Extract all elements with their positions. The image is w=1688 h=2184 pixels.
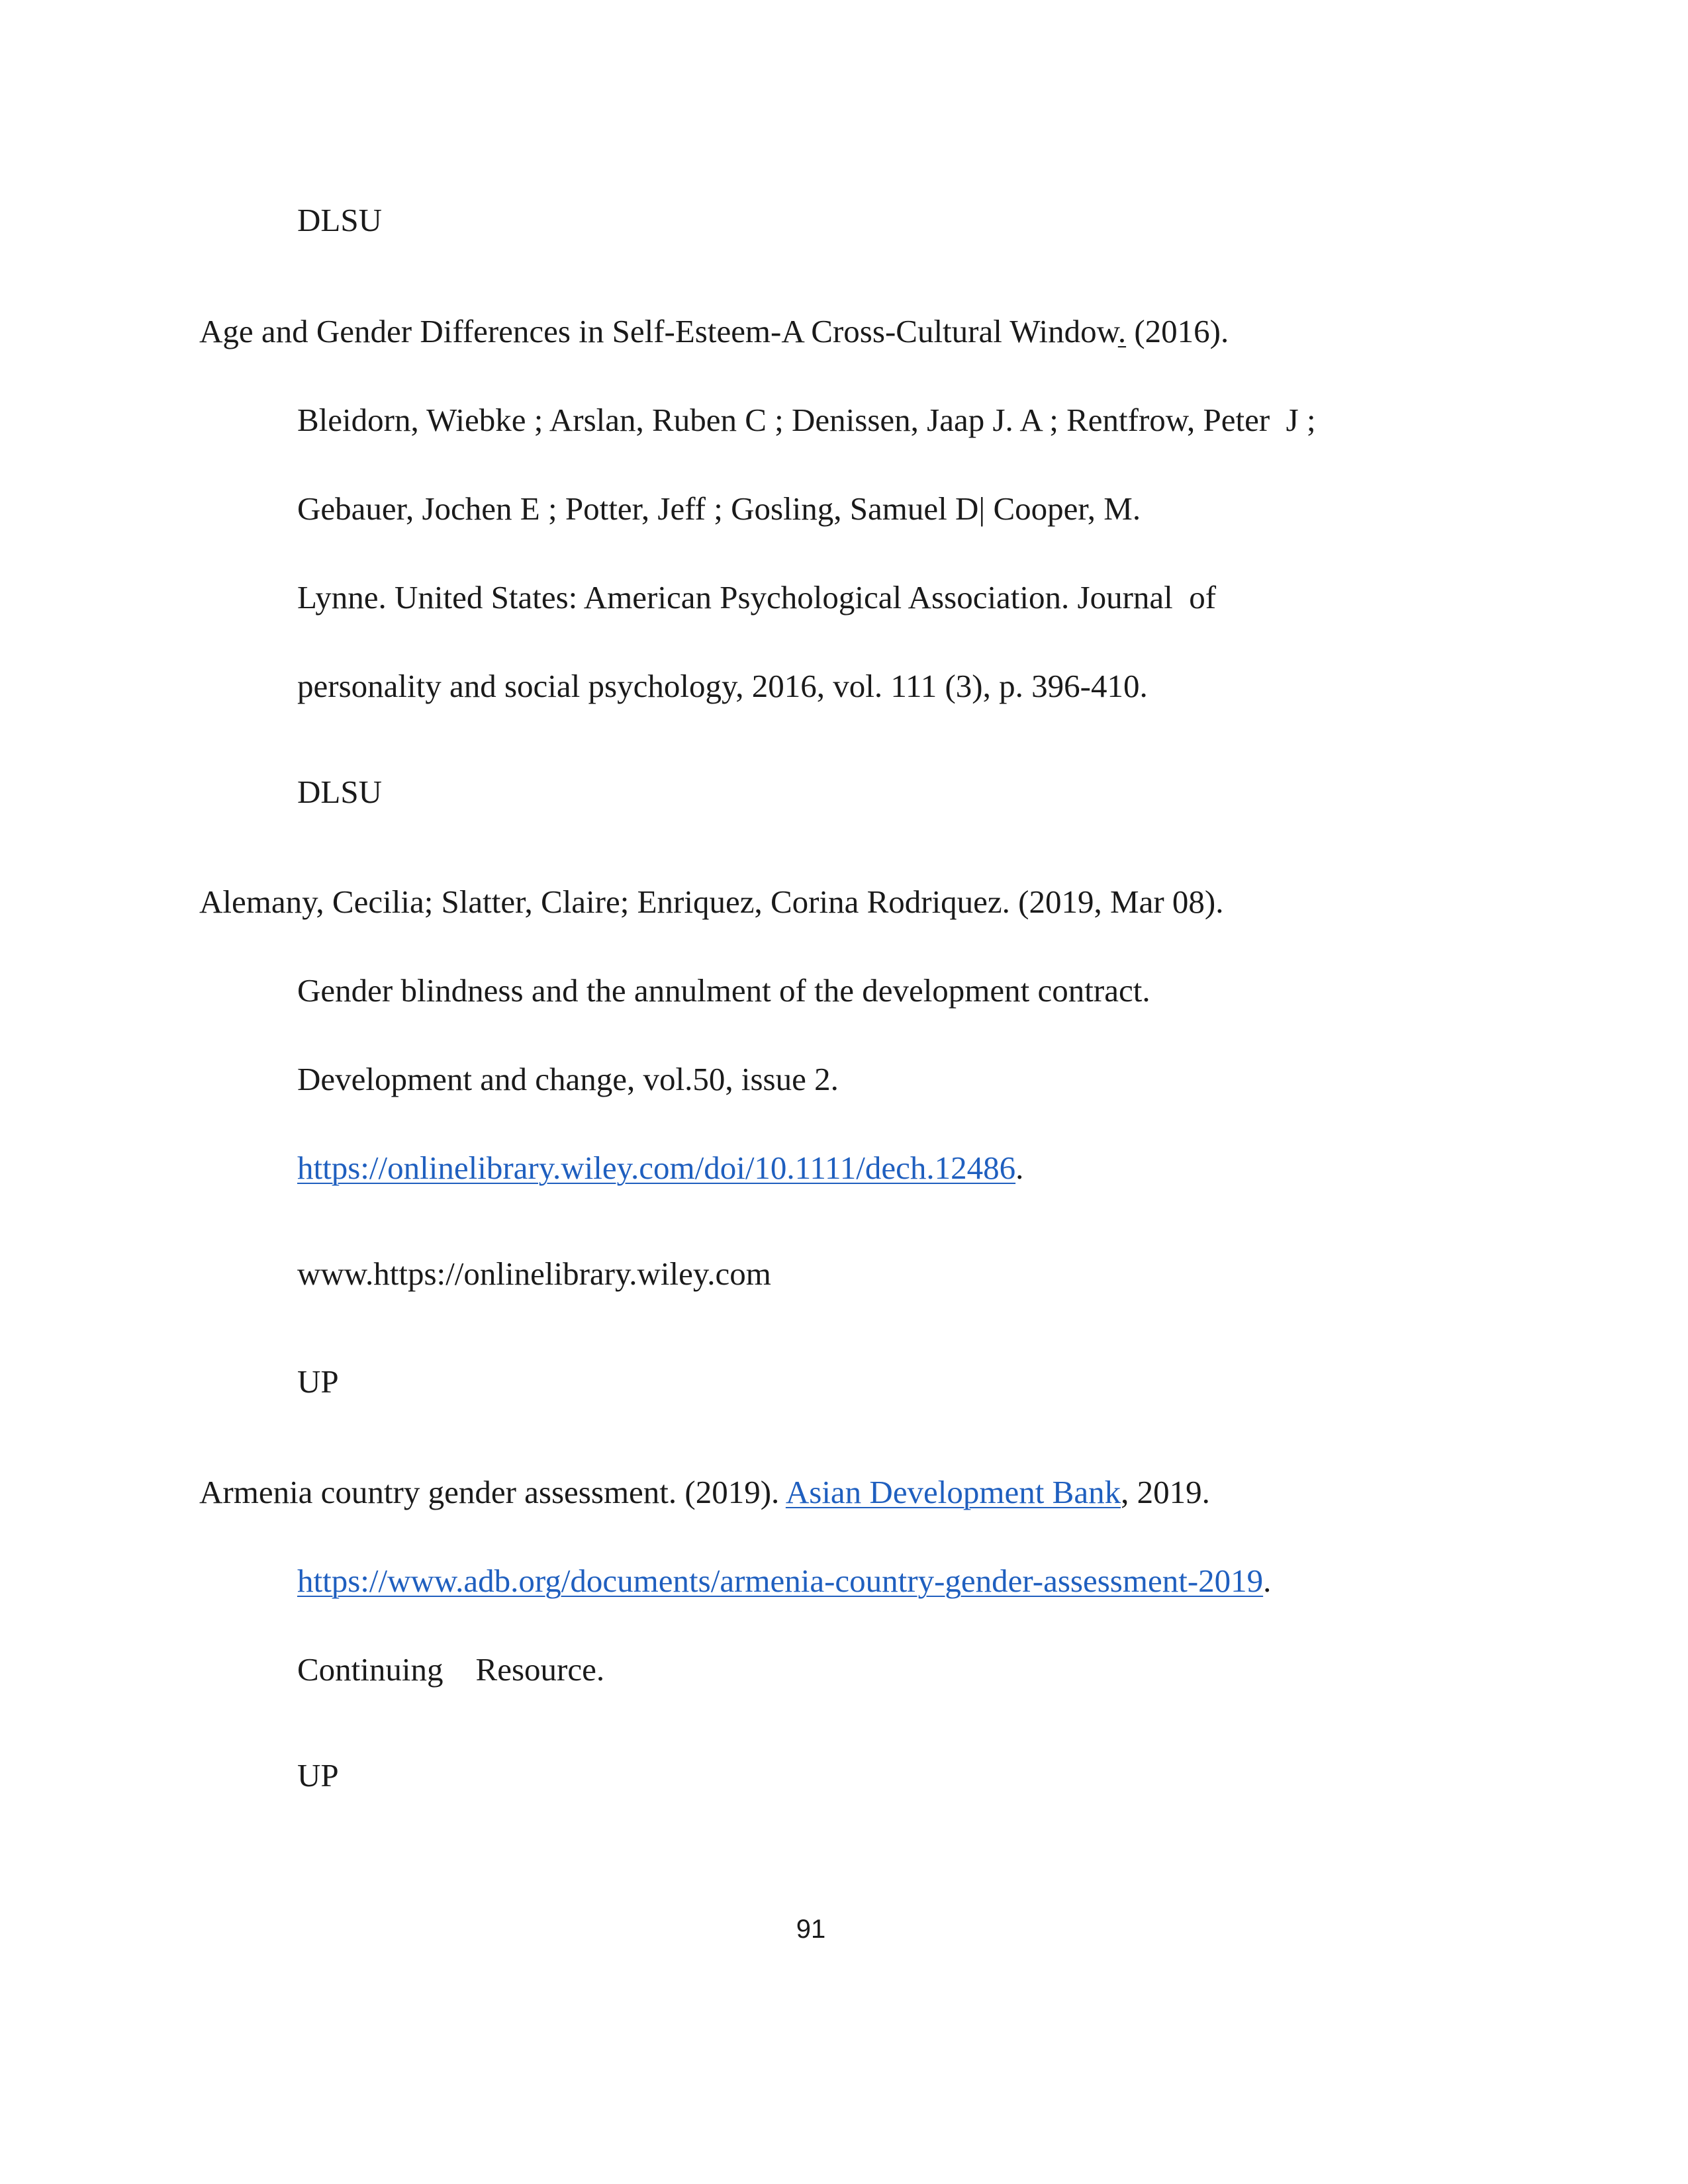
library-tag-dlsu: DLSU <box>297 774 382 810</box>
reference-1-authors-line-1: Bleidorn, Wiebke ; Arslan, Ruben C ; Denissen, Jaap J. A ; Rentfrow, Peter J ; <box>297 402 1316 438</box>
library-tag-up: UP <box>297 1363 339 1400</box>
reference-1-title-line <box>199 312 1229 351</box>
page-number: 91 <box>796 1915 826 1944</box>
reference-3-url-link[interactable]: https://www.adb.org/documents/armenia-country-gender-assessment-2019 <box>297 1563 1264 1599</box>
library-tag-up: UP <box>297 1757 339 1794</box>
library-tag-dlsu: DLSU <box>297 202 382 238</box>
reference-2-doi-link[interactable]: https://onlinelibrary.wiley.com/doi/10.1111/dech.12486 <box>297 1150 1016 1186</box>
reference-2-journal-line: Development and change, vol.50, issue 2. <box>297 1061 839 1097</box>
reference-1-publisher-line: Lynne. United States: American Psychological Association. Journal of <box>297 579 1217 615</box>
reference-3-publisher-link[interactable]: Asian Development Bank <box>785 1474 1121 1510</box>
reference-3-title: Armenia country gender assessment. (2019). <box>199 1474 786 1510</box>
reference-2-website-line: www.https://onlinelibrary.wiley.com <box>297 1255 771 1292</box>
reference-1-year: (2016). <box>1126 313 1229 349</box>
reference-3-year: , 2019. <box>1121 1474 1210 1510</box>
reference-2-title-line: Gender blindness and the annulment of the development contract. <box>297 972 1150 1009</box>
reference-3-link-period: . <box>1263 1563 1272 1599</box>
reference-1-journal-line: personality and social psychology, 2016, vol. 111 (3), p. 396-410. <box>297 668 1148 704</box>
reference-1-title-period: . <box>1117 313 1127 349</box>
reference-1-title: Age and Gender Differences in Self-Esteem-A Cross-Cultural Window <box>199 313 1118 349</box>
reference-2-authors-line: Alemany, Cecilia; Slatter, Claire; Enriquez, Corina Rodriquez. (2019, Mar 08). <box>199 884 1224 920</box>
reference-2-link-line <box>297 1148 1023 1188</box>
reference-1-authors-line-2: Gebauer, Jochen E ; Potter, Jeff ; Gosling, Samuel D| Cooper, M. <box>297 490 1141 527</box>
reference-3-resource-line: Continuing Resource. <box>297 1651 605 1688</box>
reference-3-link-line <box>297 1561 1271 1601</box>
reference-3-title-line <box>199 1473 1210 1512</box>
reference-2-link-period: . <box>1015 1150 1024 1186</box>
